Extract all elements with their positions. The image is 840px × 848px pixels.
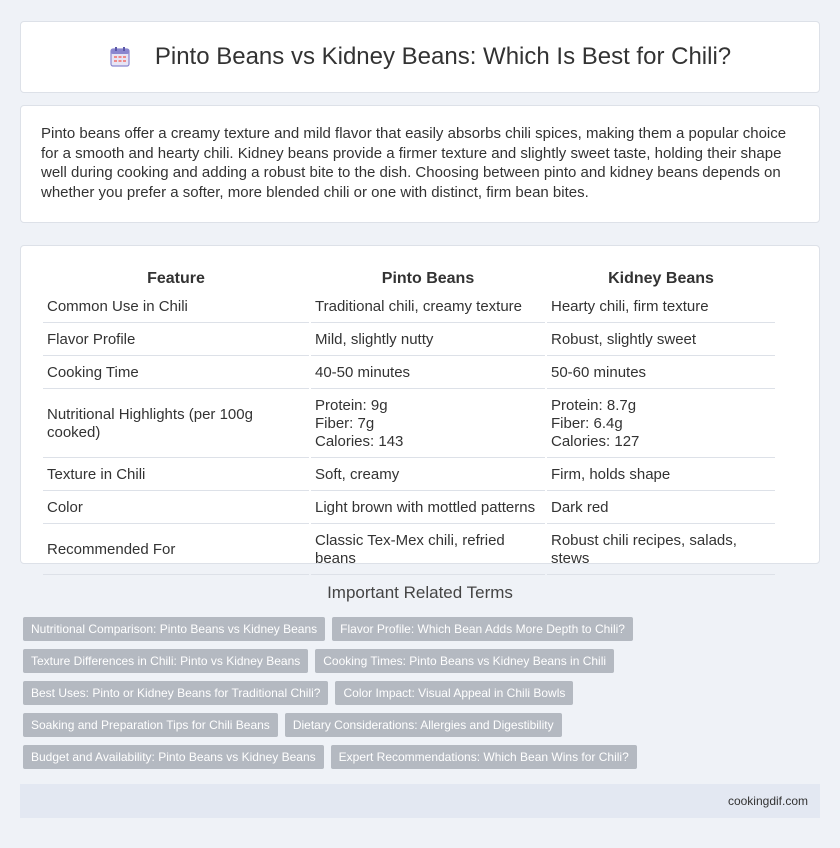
table-cell: Robust, slightly sweet [547, 325, 775, 356]
related-term-tag[interactable]: Best Uses: Pinto or Kidney Beans for Traditional Chili? [23, 681, 328, 705]
intro-text: Pinto beans offer a creamy texture and mild flavor that easily absorbs chili spices, making them a popular choice for a smooth and hearty chili. Kidney beans provide a firmer texture and slightly sweet taste, holding their shape well during cooking and adding a robust bite to the dish. Choosing between pinto and kidney beans depends on whether you prefer a softer, more blended chili or one with distinct, firm bean bites. [41, 125, 787, 201]
related-terms-tags [23, 617, 823, 777]
table-cell: Nutritional Highlights (per 100g cooked) [43, 391, 309, 458]
page-title: Pinto Beans vs Kidney Beans: Which Is Best for Chili? [154, 43, 732, 70]
table-row [43, 460, 775, 491]
table-cell: 40-50 minutes [311, 358, 545, 389]
table-cell: Recommended For [43, 526, 309, 575]
table-cell: Dark red [547, 493, 775, 524]
table-cell: Cooking Time [43, 358, 309, 389]
table-cell: Mild, slightly nutty [311, 325, 545, 356]
related-term-tag[interactable]: Flavor Profile: Which Bean Adds More Depth to Chili? [332, 617, 633, 641]
table-cell: Classic Tex-Mex chili, refried beans [311, 526, 545, 575]
table-cell: Color [43, 493, 309, 524]
table-cell: Protein: 9g Fiber: 7g Calories: 143 [311, 391, 545, 458]
table-cell: Soft, creamy [311, 460, 545, 491]
footer-site[interactable]: cookingdif.com [727, 794, 808, 808]
related-term-tag[interactable]: Soaking and Preparation Tips for Chili Beans [23, 713, 278, 737]
header-card [20, 21, 820, 93]
related-term-tag[interactable]: Nutritional Comparison: Pinto Beans vs Kidney Beans [23, 617, 325, 641]
calendar-icon [109, 46, 131, 68]
related-terms-title: Important Related Terms [327, 583, 513, 602]
table-row [43, 358, 775, 389]
table-cell: Light brown with mottled patterns [311, 493, 545, 524]
table-row [43, 493, 775, 524]
table-cell: Hearty chili, firm texture [547, 292, 775, 323]
related-term-tag[interactable]: Cooking Times: Pinto Beans vs Kidney Beans in Chili [315, 649, 614, 673]
table-row [43, 292, 775, 323]
related-term-tag[interactable]: Texture Differences in Chili: Pinto vs Kidney Beans [23, 649, 308, 673]
tag-row [23, 617, 823, 641]
table-cell: 50-60 minutes [547, 358, 775, 389]
table-row [43, 526, 775, 575]
table-row [43, 391, 775, 458]
intro-card [20, 105, 820, 223]
table-cell: Traditional chili, creamy texture [311, 292, 545, 323]
table-row [43, 325, 775, 356]
related-term-tag[interactable]: Color Impact: Visual Appeal in Chili Bowls [335, 681, 573, 705]
column-header-kidney: Kidney Beans [608, 270, 714, 287]
table-cell: Robust chili recipes, salads, stews [547, 526, 775, 575]
table-cell: Flavor Profile [43, 325, 309, 356]
table-header-row [43, 268, 775, 290]
column-header-pinto: Pinto Beans [381, 270, 475, 287]
tag-row [23, 713, 823, 737]
tag-row [23, 649, 823, 673]
comparison-table-card [20, 245, 820, 567]
comparison-table [41, 266, 777, 577]
tag-row [23, 745, 823, 769]
table-cell: Common Use in Chili [43, 292, 309, 323]
related-term-tag[interactable]: Budget and Availability: Pinto Beans vs Kidney Beans [23, 745, 324, 769]
table-cell: Protein: 8.7g Fiber: 6.4g Calories: 127 [547, 391, 775, 458]
footer [20, 784, 820, 818]
table-cell: Firm, holds shape [547, 460, 775, 491]
column-header-feature: Feature [147, 270, 205, 287]
related-term-tag[interactable]: Expert Recommendations: Which Bean Wins for Chili? [331, 745, 637, 769]
table-cell: Texture in Chili [43, 460, 309, 491]
tag-row [23, 681, 823, 705]
related-term-tag[interactable]: Dietary Considerations: Allergies and Digestibility [285, 713, 562, 737]
